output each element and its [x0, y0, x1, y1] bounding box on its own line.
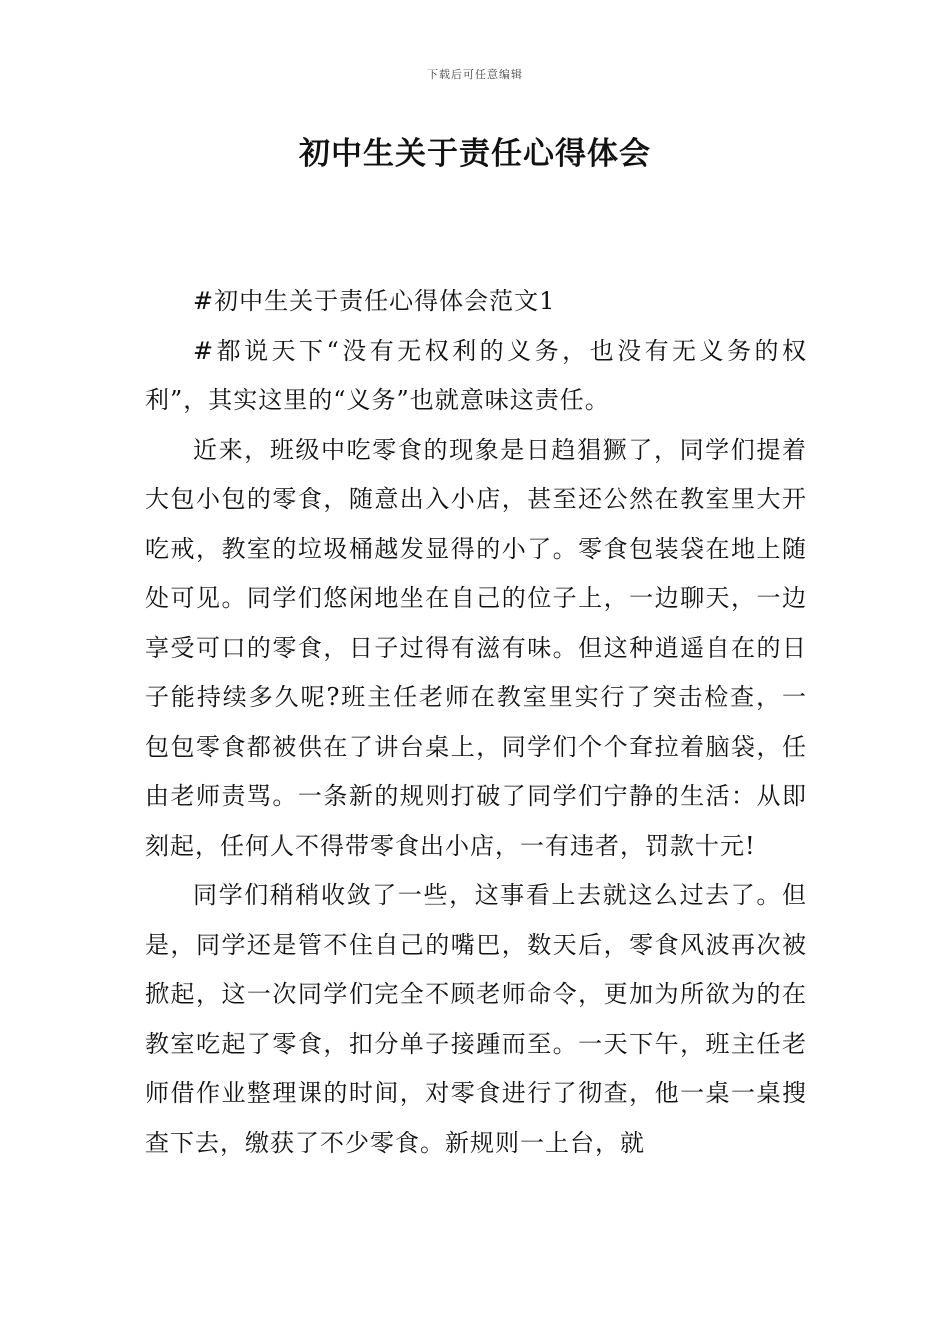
document-title: 初中生关于责任心得体会	[299, 136, 651, 172]
paragraph: #都说天下“没有无权利的义务，也没有无义务的权利”，其实这里的“义务”也就意味这责任。	[145, 336, 807, 414]
paragraph-heading: #初中生关于责任心得体会范文1	[193, 287, 556, 315]
document-body	[145, 277, 807, 1168]
paragraph: 近来，班级中吃零食的现象是日趋猖獗了，同学们提着大包小包的零食，随意出入小店，甚至还公然在教室里大开吃戒，教室的垃圾桶越发显得的小了。零食包装袋在地上随处可见。同学们悠闲地坐在自己的位子上，一边聊天，一边享受可口的零食，日子过得有滋有味。但这种逍遥自在的日子能持续多久呢?班主任老师在教室里实行了突击检查，一包包零食都被供在了讲台桌上，同学们个个耷拉着脑袋，任由老师责骂。一条新的规则打破了同学们宁静的生活：从即刻起，任何人不得带零食出小店，一有违者，罚款十元!	[145, 435, 807, 860]
header-note: 下载后可任意编辑	[427, 68, 523, 81]
paragraph: 同学们稍稍收敛了一些，这事看上去就这么过去了。但是，同学还是管不住自己的嘴巴，数天后，零食风波再次被掀起，这一次同学们完全不顾老师命令，更加为所欲为的在教室吃起了零食，扣分单子接踵而至。一天下午，班主任老师借作业整理课的时间，对零食进行了彻查，他一桌一桌搜查下去，缴获了不少零食。新规则一上台，就	[145, 881, 807, 1157]
